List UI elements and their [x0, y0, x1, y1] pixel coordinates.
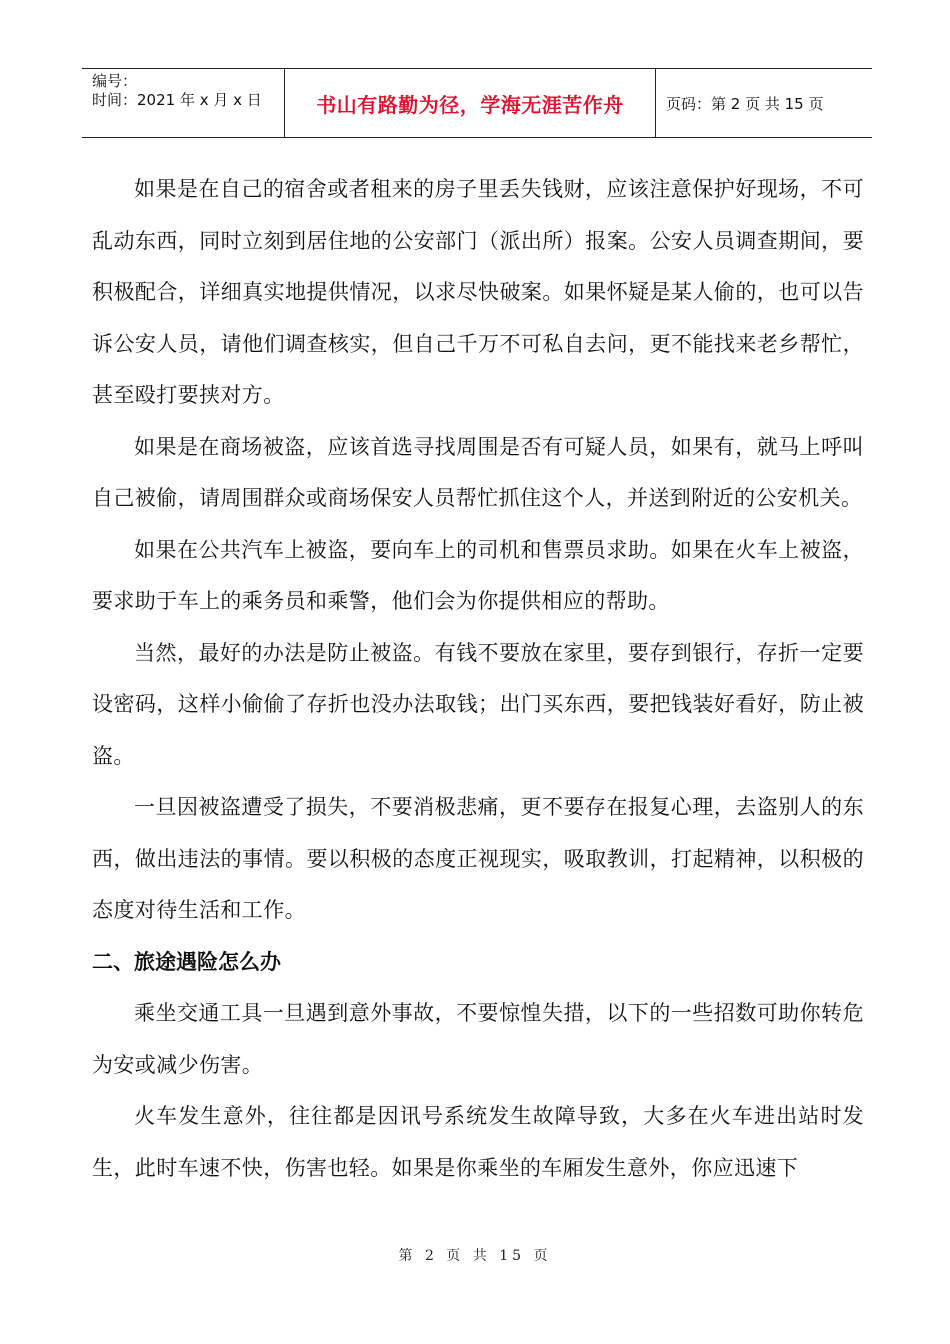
paragraph-travel-intro: 乘坐交通工具一旦遇到意外事故，不要惊惶失措，以下的一些招数可助你转危为安或减少伤害。	[92, 1001, 864, 1077]
header-meta-cell	[82, 69, 284, 137]
paragraph-attitude: 一旦因被盗遭受了损失，不要消极悲痛，更不要存在报复心理，去盗别人的东西，做出违法的事情。要以积极的态度正视现实，吸取教训，打起精神，以积极的态度对待生活和工作。	[92, 795, 864, 922]
paragraph-transit-theft: 如果在公共汽车上被盗，要向车上的司机和售票员求助。如果在火车上被盗，要求助于车上的乘务员和乘警，他们会为你提供相应的帮助。	[92, 537, 864, 613]
page-header	[82, 68, 872, 138]
paragraph-train-accident: 火车发生意外，往往都是因讯号系统发生故障导致，大多在火车进出站时发生，此时车速不快，伤害也轻。如果是你乘坐的车厢发生意外，你应迅速下	[92, 1104, 864, 1180]
header-motto-cell	[284, 69, 656, 137]
paragraph-prevention: 当然，最好的办法是防止被盗。有钱不要放在家里，要存到银行，存折一定要设密码，这样小偷偷了存折也没办法取钱；出门买东西，要把钱装好看好，防止被盗。	[92, 640, 864, 768]
document-body	[92, 164, 864, 1194]
header-page-cell	[656, 69, 872, 137]
section-title-travel-danger: 二、旅途遇险怎么办	[92, 949, 281, 974]
header-motto: 书山有路勤为径，学海无涯苦作舟	[316, 92, 624, 117]
paragraph-dorm-theft: 如果是在自己的宿舍或者租来的房子里丢失钱财，应该注意保护好现场，不可乱动东西，同时立刻到居住地的公安部门（派出所）报案。公安人员调查期间，要积极配合，详细真实地提供情况，以求尽快破案。如果怀疑是某人偷的，也可以告诉公安人员，请他们调查核实，但自己千万不可私自去问，更不能找来老乡帮忙，甚至殴打要挟对方。	[92, 177, 864, 407]
page-footer: 第 2 页 共 15 页	[398, 1248, 552, 1264]
document-time-label: 时间：2021 年 x 月 x 日	[92, 91, 262, 109]
document-number-label: 编号：	[92, 72, 138, 90]
header-page-number: 页码：第 2 页 共 15 页	[666, 94, 824, 113]
paragraph-mall-theft: 如果是在商场被盗，应该首选寻找周围是否有可疑人员，如果有，就马上呼叫自己被偷，请周围群众或商场保安人员帮忙抓住这个人，并送到附近的公安机关。	[92, 434, 864, 510]
